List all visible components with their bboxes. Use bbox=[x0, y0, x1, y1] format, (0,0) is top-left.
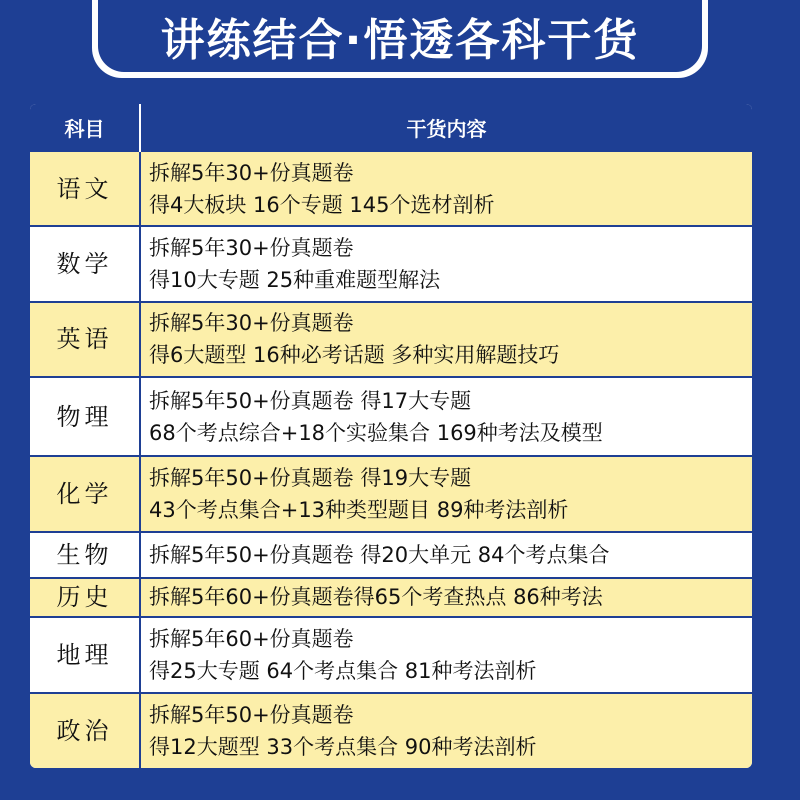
table-row bbox=[30, 578, 752, 618]
subject-cell: 数学 bbox=[30, 226, 140, 301]
title-banner-inner bbox=[98, 0, 702, 72]
content-cell bbox=[140, 578, 752, 618]
subject-cell: 政治 bbox=[30, 693, 140, 768]
subject-cell: 物理 bbox=[30, 377, 140, 456]
subject-cell: 英语 bbox=[30, 302, 140, 377]
header-subject: 科目 bbox=[30, 104, 140, 151]
table-row bbox=[30, 693, 752, 768]
content-line: 拆解5年30+份真题卷 bbox=[149, 311, 354, 336]
content-cell bbox=[140, 532, 752, 578]
table-row bbox=[30, 302, 752, 377]
content-line: 拆解5年30+份真题卷 bbox=[149, 160, 354, 185]
content-line: 得12大题型 33个考点集合 90种考法剖析 bbox=[149, 734, 537, 759]
title-banner bbox=[92, 0, 708, 78]
content-line: 43个考点集合+13种类型题目 89种考法剖析 bbox=[149, 497, 569, 522]
banner-title: 讲练结合·悟透各科干货 bbox=[160, 15, 640, 66]
content-line: 得25大专题 64个考点集合 81种考法剖析 bbox=[149, 658, 537, 683]
subject-table-container bbox=[30, 104, 752, 768]
header-content: 干货内容 bbox=[140, 104, 752, 151]
table-row bbox=[30, 377, 752, 456]
content-line: 得10大专题 25种重难题型解法 bbox=[149, 267, 441, 292]
content-line: 得4大板块 16个专题 145个选材剖析 bbox=[149, 192, 495, 217]
content-cell bbox=[140, 151, 752, 226]
content-line: 得6大题型 16种必考话题 多种实用解题技巧 bbox=[149, 343, 560, 368]
subject-table bbox=[30, 104, 752, 768]
content-cell bbox=[140, 617, 752, 692]
table-header-row bbox=[30, 104, 752, 151]
content-line: 拆解5年50+份真题卷 得19大专题 bbox=[149, 465, 472, 490]
subject-cell: 历史 bbox=[30, 578, 140, 618]
content-line: 拆解5年50+份真题卷 得17大专题 bbox=[149, 388, 472, 413]
content-line: 拆解5年60+份真题卷得65个考查热点 86种考法 bbox=[149, 585, 603, 610]
table-body bbox=[30, 151, 752, 768]
subject-cell: 语文 bbox=[30, 151, 140, 226]
table-row bbox=[30, 456, 752, 531]
content-cell bbox=[140, 302, 752, 377]
content-line: 拆解5年50+份真题卷 bbox=[149, 702, 354, 727]
content-cell bbox=[140, 456, 752, 531]
subject-cell: 生物 bbox=[30, 532, 140, 578]
content-line: 拆解5年50+份真题卷 得20大单元 84个考点集合 bbox=[149, 542, 610, 567]
content-line: 68个考点综合+18个实验集合 169种考法及模型 bbox=[149, 420, 603, 445]
content-line: 拆解5年60+份真题卷 bbox=[149, 626, 354, 651]
content-cell bbox=[140, 377, 752, 456]
content-line: 拆解5年30+份真题卷 bbox=[149, 235, 354, 260]
content-cell bbox=[140, 693, 752, 768]
table-row bbox=[30, 532, 752, 578]
table-row bbox=[30, 617, 752, 692]
subject-cell: 化学 bbox=[30, 456, 140, 531]
table-row bbox=[30, 226, 752, 301]
content-cell bbox=[140, 226, 752, 301]
table-row bbox=[30, 151, 752, 226]
subject-cell: 地理 bbox=[30, 617, 140, 692]
